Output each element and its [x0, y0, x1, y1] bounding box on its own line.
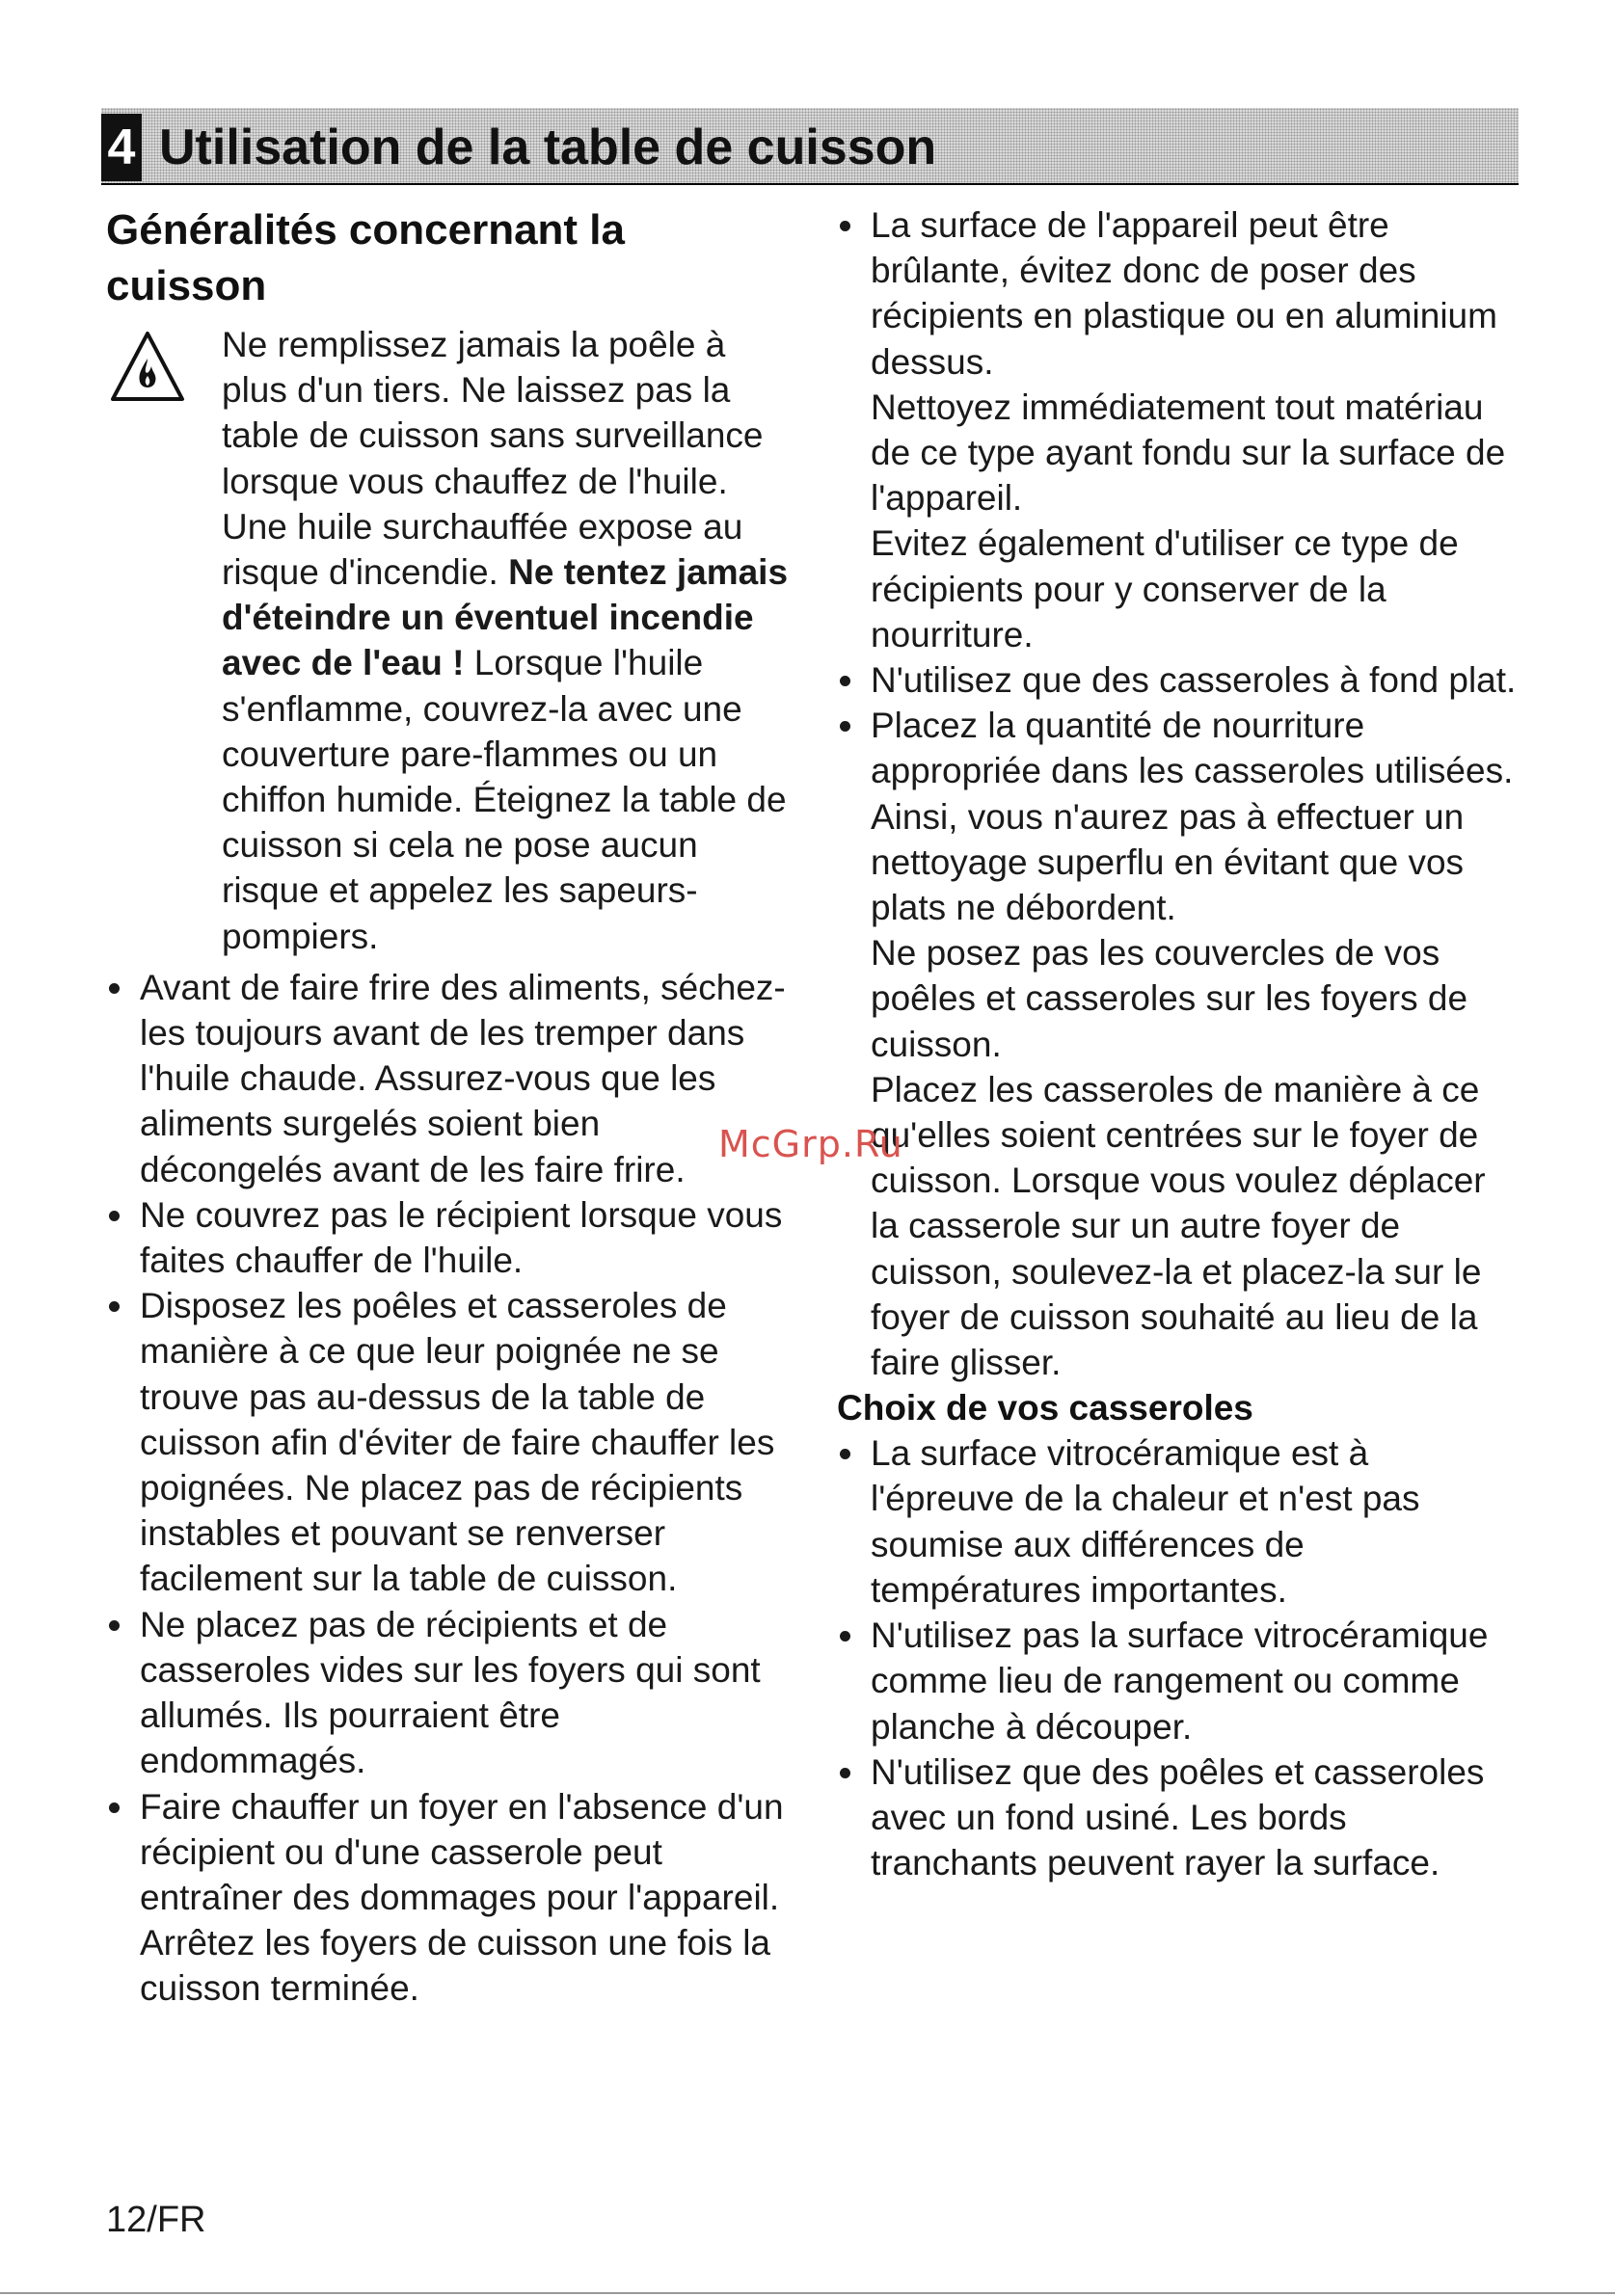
- right-column: [837, 202, 1521, 1885]
- list-paragraph: Nettoyez immédiatement tout matériau de ce type ayant fondu sur la surface de l'appareil.: [871, 387, 1506, 519]
- warning-text: [222, 322, 791, 959]
- fire-warning: [106, 322, 791, 959]
- section-title: Généralités concernant la cuisson: [106, 206, 625, 309]
- list-paragraph: Placez les casseroles de manière à ce qu'elles soient centrées sur le foyer de cuisson. Lorsque vous voulez déplacer la casserole sur un autre foyer de cuisson, soulevez-la et placez-la sur le foyer de cuisson souhaité au lieu de la faire glisser.: [871, 1069, 1486, 1383]
- list-item: Ne placez pas de récipients et de casseroles vides sur les foyers qui sont allumés. Ils pourraient être endommagés.: [106, 1602, 791, 1784]
- list-item: Disposez les poêles et casseroles de manière à ce que leur poignée ne se trouve pas au-dessus de la table de cuisson afin d'éviter de faire chauffer les poignées. Ne placez pas de récipients instables et pouvant se renverser facilement sur la table de cuisson.: [106, 1283, 791, 1601]
- list-paragraph: Placez la quantité de nourriture appropriée dans les casseroles utilisées. Ainsi, vous n'aurez pas à effectuer un nettoyage superflu en évitant que vos plats ne débordent.: [871, 706, 1514, 928]
- watermark: McGrp.Ru: [718, 1123, 903, 1165]
- chapter-header: [101, 108, 1519, 185]
- list-item: N'utilisez que des casseroles à fond plat.: [837, 657, 1521, 703]
- list-item: N'utilisez pas la surface vitrocéramique comme lieu de rangement ou comme planche à découper.: [837, 1613, 1521, 1749]
- cookware-list: [837, 1430, 1521, 1885]
- chapter-number: 4: [101, 114, 142, 181]
- warning-text-bold: Ne tentez jamais d'éteindre un éventuel incendie avec de l'eau !: [222, 552, 789, 683]
- list-paragraph: Ne posez pas les couvercles de vos poêles et casseroles sur les foyers de cuisson.: [871, 933, 1468, 1064]
- list-item: Faire chauffer un foyer en l'absence d'un récipient ou d'une casserole peut entraîner des dommages pour l'appareil. Arrêtez les foyers de cuisson une fois la cuisson terminée.: [106, 1784, 791, 2012]
- page-number: 12/FR: [106, 2200, 206, 2240]
- safety-list: [106, 965, 791, 2012]
- list-item: [837, 703, 1521, 1385]
- subsection-title: Choix de vos casseroles: [837, 1388, 1253, 1428]
- warning-text-part1: Ne remplissez jamais la poêle à plus d'un tiers. Ne laissez pas la table de cuisson sans surveillance lorsque vous chauffez de l'huile. Une huile surchauffée expose au risque d'incendie.: [222, 325, 764, 593]
- list-item: [837, 202, 1521, 657]
- left-column: [106, 202, 791, 2012]
- list-item: La surface vitrocéramique est à l'épreuve de la chaleur et n'est pas soumise aux différences de températures importantes.: [837, 1430, 1521, 1613]
- chapter-title: Utilisation de la table de cuisson: [159, 120, 937, 175]
- list-item: Avant de faire frire des aliments, séchez-les toujours avant de les tremper dans l'huile chaude. Assurez-vous que les aliments surgelés soient bien décongelés avant de les faire frire.: [106, 965, 791, 1192]
- list-item: Ne couvrez pas le récipient lorsque vous faites chauffer de l'huile.: [106, 1192, 791, 1283]
- list-item: N'utilisez que des poêles et casseroles avec un fond usiné. Les bords tranchants peuvent rayer la surface.: [837, 1749, 1521, 1886]
- list-paragraph: La surface de l'appareil peut être brûlante, évitez donc de poser des récipients en plastique ou en aluminium dessus.: [871, 205, 1497, 382]
- warning-text-part2: Lorsque l'huile s'enflamme, couvrez-la avec une couverture pare-flammes ou un chiffon humide. Éteignez la table de cuisson si cela ne pose aucun risque et appelez les sapeurs-pompiers.: [222, 643, 787, 956]
- fire-warning-icon: [109, 330, 186, 403]
- list-paragraph: Evitez également d'utiliser ce type de récipients pour y conserver de la nourriture.: [871, 523, 1459, 654]
- usage-list: [837, 202, 1521, 1385]
- bottom-divider: [0, 2292, 1615, 2294]
